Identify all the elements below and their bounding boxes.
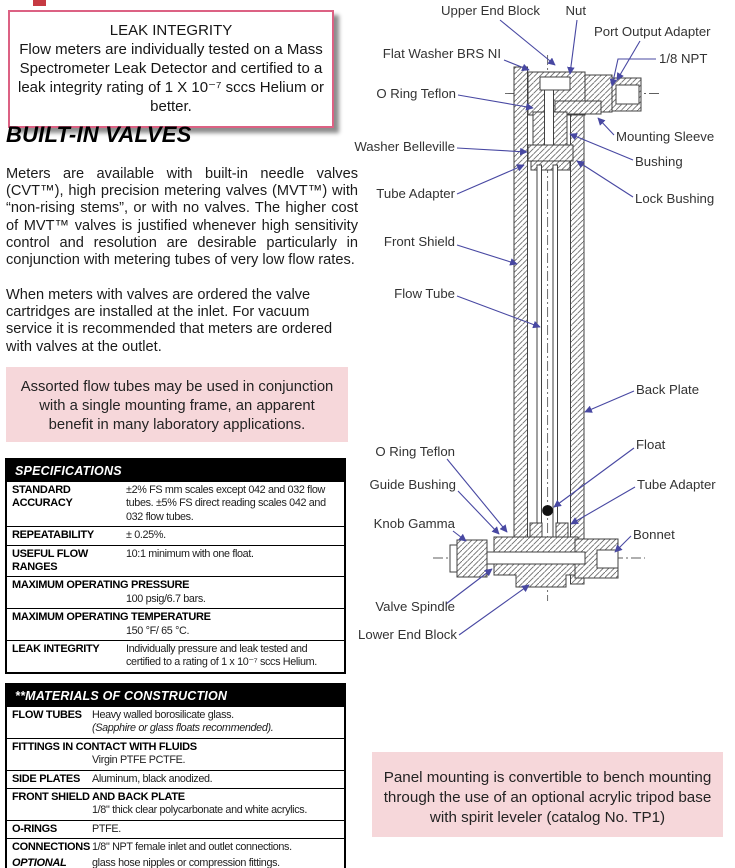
row-value: 100 psig/6.7 bars. bbox=[126, 592, 206, 605]
leader-line bbox=[457, 245, 517, 264]
leader-line bbox=[554, 448, 634, 507]
row-label: FITTINGS IN CONTACT WITH FLUIDS bbox=[12, 740, 197, 753]
row-label: LEAK INTEGRITY bbox=[12, 643, 100, 656]
row-value: 1/8" NPT female inlet and outlet connections. bbox=[92, 841, 292, 854]
row-value: ±2% FS mm scales except 042 and 032 flow tubes. ±5% FS direct reading scales 042 and 032 flow tubes. bbox=[126, 484, 326, 523]
diagram-label: Bushing bbox=[635, 154, 683, 169]
leader-line bbox=[585, 391, 634, 412]
leader-line bbox=[570, 20, 577, 74]
row-value: PTFE. bbox=[92, 822, 121, 835]
row-value: 10:1 minimum with one float. bbox=[126, 547, 254, 560]
front-shield-shape bbox=[514, 67, 528, 538]
row-label: MAXIMUM OPERATING PRESSURE bbox=[12, 579, 190, 592]
panel-mounting-note: Panel mounting is convertible to bench mounting through the use of an optional acrylic tripod base with spirit leveler (catalog No. TP1) bbox=[372, 752, 723, 837]
guide-bushing-shape bbox=[530, 523, 542, 537]
knob-gamma-shape bbox=[457, 540, 487, 577]
back-plate-shape bbox=[571, 108, 585, 584]
leader-line bbox=[577, 161, 633, 197]
nut-shape bbox=[540, 77, 570, 90]
valve-spindle-shape bbox=[487, 552, 585, 564]
diagram-label: Port Output Adapter bbox=[594, 24, 711, 39]
diagram-label: O Ring Teflon bbox=[375, 444, 455, 459]
row-label: MAXIMUM OPERATING TEMPERATURE bbox=[12, 611, 211, 624]
callout-body: Flow meters are individually tested on a Mass Spectrometer Leak Detector and certified to a leak integrity rating of 1 X 10⁻⁷ sccs Helium or better. bbox=[18, 41, 324, 115]
row-label: O-RINGS bbox=[12, 822, 57, 835]
diagram-label: Back Plate bbox=[636, 382, 700, 397]
diagram-label: Front Shield bbox=[383, 234, 455, 249]
diagram-label: Float bbox=[636, 437, 666, 452]
row-value: Heavy walled borosilicate glass. (Sapphire or glass floats recommended). bbox=[92, 709, 274, 735]
body-paragraph-2: When meters with valves are ordered the valve cartridges are installed at the inlet. For vacuum service it is recommended that meters are ordered with valves at the outlet. bbox=[6, 287, 333, 355]
row-label: REPEATABILITY bbox=[12, 529, 94, 542]
row-label: STANDARD ACCURACY bbox=[12, 484, 73, 510]
leader-line bbox=[447, 459, 507, 532]
diagram-label: 1/8 NPT bbox=[659, 51, 708, 66]
diagram-label: Bonnet bbox=[633, 527, 675, 542]
specifications-table-header: SPECIFICATIONS bbox=[7, 460, 344, 482]
diagram-label: Nut bbox=[565, 3, 586, 18]
assorted-tubes-note: Assorted flow tubes may be used in conjunction with a single mounting frame, an apparent benefit in many laboratory applications. bbox=[6, 367, 348, 442]
diagram-label: Valve Spindle bbox=[375, 599, 455, 614]
row-value: 1/8" thick clear polycarbonate and white acrylics. bbox=[92, 804, 307, 817]
diagram-label: Washer Belleville bbox=[354, 139, 455, 154]
diagram-label: Tube Adapter bbox=[637, 477, 716, 492]
knob-cap-shape bbox=[450, 545, 457, 572]
row-label: FLOW TUBES bbox=[12, 709, 82, 721]
row-label: USEFUL FLOW RANGES bbox=[12, 547, 88, 574]
diagram-label: Mounting Sleeve bbox=[616, 129, 715, 144]
callout-title: LEAK INTEGRITY bbox=[109, 22, 233, 39]
leader-line bbox=[617, 41, 640, 80]
float-shape bbox=[542, 505, 553, 516]
row-label: SIDE PLATES bbox=[12, 772, 81, 785]
diagram-label: Guide Bushing bbox=[369, 477, 456, 492]
row-value-secondary: (Sapphire or glass floats recommended). bbox=[92, 722, 274, 735]
diagram-label: Tube Adapter bbox=[376, 186, 455, 201]
diagram-label: Flow Tube bbox=[394, 286, 455, 301]
row-value: Individually pressure and leak tested and certified to a rating of 1 x 10⁻⁷ sccs Helium. bbox=[126, 643, 317, 669]
diagram-label: Flat Washer BRS NI bbox=[382, 46, 501, 61]
section-heading: BUILT-IN VALVES bbox=[6, 122, 192, 147]
flow-tube-wall-right bbox=[553, 165, 558, 537]
diagram-label: Knob Gamma bbox=[373, 516, 455, 531]
flow-tube-wall-left bbox=[537, 165, 542, 537]
tube-adapter-lower-shape bbox=[556, 523, 568, 537]
diagram-label: Lower End Block bbox=[358, 627, 457, 642]
materials-table-header: **MATERIALS OF CONSTRUCTION bbox=[7, 685, 344, 707]
diagram-label: Upper End Block bbox=[441, 3, 540, 18]
row-label: OPTIONAL bbox=[12, 856, 67, 868]
npt-port-hole bbox=[616, 85, 639, 104]
row-value: Virgin PTFE PCTFE. bbox=[92, 754, 186, 767]
row-label: FRONT SHIELD AND BACK PLATE bbox=[12, 791, 185, 804]
row-value: ± 0.25%. bbox=[126, 529, 166, 542]
bonnet-port-hole bbox=[597, 550, 618, 568]
washer-belleville-shape bbox=[528, 145, 573, 161]
row-value: 150 °F/ 65 °C. bbox=[126, 624, 190, 637]
row-value: glass hose nipples or compression fittings. bbox=[92, 856, 280, 868]
body-paragraph-1: Meters are available with built-in needle valves (CVT™), high precision metering valves (MVT™) with “non-rising stems”, or with no valves. The higher cost of MVT™ valves is justified whenever high sensitivity control and resolution are desirable particularly in conjunction with metering tubes of very low flow rates. bbox=[6, 166, 358, 269]
row-value: Aluminum, black anodized. bbox=[92, 772, 213, 785]
leader-line bbox=[598, 118, 614, 135]
diagram-label: O Ring Teflon bbox=[376, 86, 456, 101]
row-label: CONNECTIONS bbox=[12, 841, 90, 854]
diagram-label: Lock Bushing bbox=[635, 191, 715, 206]
leader-line bbox=[459, 585, 529, 635]
leader-line bbox=[500, 20, 555, 65]
